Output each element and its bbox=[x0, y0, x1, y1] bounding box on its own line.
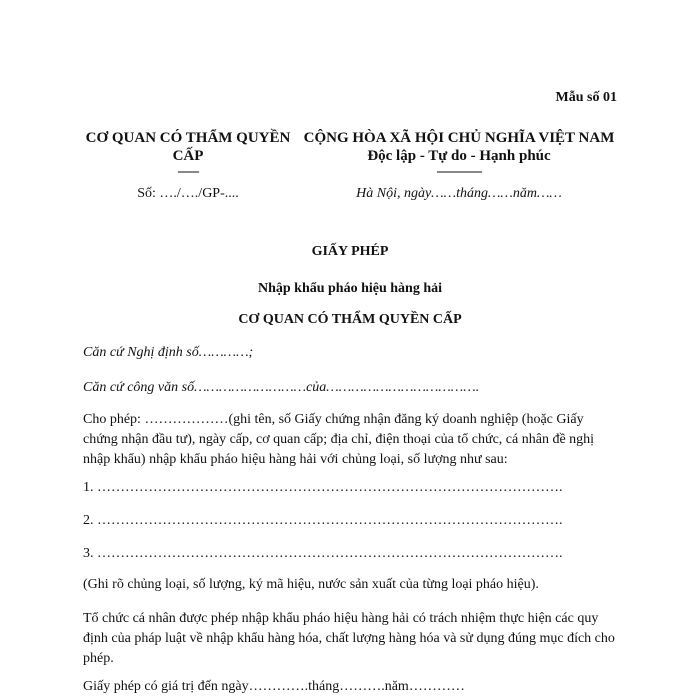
item-line-3: 3. ………………………………………………………………………………………. bbox=[83, 546, 563, 561]
permit-paragraph: Cho phép: ………………(ghi tên, số Giấy chứng nhận đăng ký doanh nghiệp (hoặc Giấy chứng nhận đầu tư), ngày cấp, cơ quan cấp; địa chỉ, điện thoại của tổ chức, cá nhân đề nghị nhập khẩu) nhập khẩu pháo hiệu hàng hải với chủng loại, số lượng như sau: bbox=[83, 412, 595, 467]
authority-underline: ------- bbox=[177, 164, 199, 178]
document-title: GIẤY PHÉP bbox=[311, 244, 389, 259]
national-title: CỘNG HÒA XÃ HỘI CHỦ NGHĨA VIỆT NAM bbox=[303, 130, 615, 146]
responsibility-paragraph: Tổ chức cá nhân được phép nhập khẩu pháo hiệu hàng hải có trách nhiệm thực hiện các quy định của pháp luật về nhập khẩu hàng hóa, chất lượng hàng hóa và sử dụng đúng mục đích cho phép. bbox=[83, 611, 615, 666]
authority-line-2: CẤP bbox=[172, 148, 204, 164]
national-motto: Độc lập - Tự do - Hạnh phúc bbox=[367, 148, 551, 164]
validity-paragraph: Giấy phép có giá trị đến ngày………….tháng……….năm………… bbox=[83, 679, 465, 694]
authority-line-1: CƠ QUAN CÓ THẨM QUYỀN bbox=[85, 130, 291, 146]
document-subtitle: Nhập khẩu pháo hiệu hàng hải bbox=[257, 281, 443, 296]
item-note: (Ghi rõ chủng loại, số lượng, ký mã hiệu, nước sản xuất của từng loại pháo hiệu). bbox=[83, 577, 539, 592]
basis-letter: Căn cứ công văn số………………………của………………………………. bbox=[83, 380, 480, 395]
issuing-authority-header bbox=[83, 129, 293, 177]
place-date: Hà Nội, ngày……tháng……năm…… bbox=[356, 186, 562, 201]
issuing-authority-title: CƠ QUAN CÓ THẨM QUYỀN CẤP bbox=[238, 312, 462, 327]
document-number: Số: …./…./GP-.... bbox=[137, 186, 239, 201]
item-line-2: 2. ………………………………………………………………………………………. bbox=[83, 513, 563, 528]
national-header bbox=[300, 129, 618, 177]
form-number: Mẫu số 01 bbox=[555, 90, 617, 105]
basis-decree: Căn cứ Nghị định số…………; bbox=[83, 345, 254, 360]
item-line-1: 1. ………………………………………………………………………………………. bbox=[83, 480, 563, 495]
national-underline: --------------- bbox=[436, 164, 482, 178]
